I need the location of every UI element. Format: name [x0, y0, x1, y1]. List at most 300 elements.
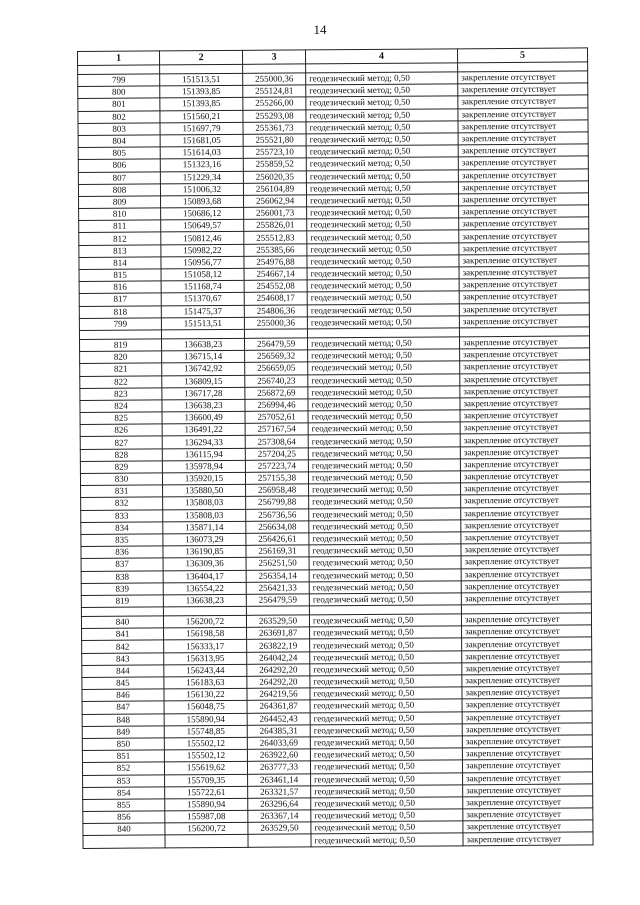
coordinate-y: 264452,43: [247, 712, 310, 725]
empty-cell: [248, 834, 311, 847]
method-cell: геодезический метод; 0,50: [310, 687, 462, 700]
point-number: 804: [78, 135, 160, 148]
coordinate-x: 156243,44: [164, 664, 247, 677]
fixing-cell: закрепление отсутствует: [462, 625, 592, 638]
coordinate-y: 256872,69: [245, 387, 308, 400]
table-body: [78, 62, 593, 848]
coordinate-x: 155748,85: [164, 725, 247, 738]
point-number: 815: [79, 269, 161, 282]
coordinate-x: 135978,94: [162, 460, 245, 473]
fixing-cell: закрепление отсутствует: [458, 144, 588, 157]
fixing-cell: закрепление отсутствует: [461, 592, 591, 605]
method-cell: геодезический метод; 0,50: [308, 337, 460, 350]
point-number: 846: [82, 689, 164, 702]
fixing-cell: закрепление отсутствует: [458, 107, 588, 120]
point-number: 840: [81, 616, 163, 629]
coordinate-x: 135808,03: [163, 509, 246, 522]
fixing-cell: закрепление отсутствует: [458, 83, 588, 96]
coordinate-y: 264385,31: [247, 725, 310, 738]
method-cell: геодезический метод; 0,50: [308, 410, 460, 423]
coordinate-x: 136491,22: [162, 424, 245, 437]
coordinate-x: 136638,23: [162, 338, 245, 351]
coordinate-y: 255859,52: [243, 158, 306, 171]
coordinate-x: 155722,61: [165, 786, 248, 799]
fixing-cell: закрепление отсутствует: [462, 710, 592, 723]
coordinate-x: 136190,85: [163, 545, 246, 558]
fixing-cell: закрепление отсутствует: [458, 181, 588, 194]
point-number: 806: [78, 159, 160, 172]
coordinate-x: 156313,95: [164, 652, 247, 665]
coordinate-y: 263529,50: [248, 822, 311, 835]
coordinate-y: 257308,64: [245, 435, 308, 448]
coordinate-x: 151323,16: [160, 159, 243, 172]
coordinate-y: 263296,64: [248, 798, 311, 811]
coordinate-x: 136554,22: [163, 582, 246, 595]
fixing-cell: закрепление отсутствует: [461, 482, 591, 495]
point-number: 838: [81, 570, 163, 583]
fixing-cell: закрепление отсутствует: [459, 254, 589, 267]
empty-cell: [243, 64, 306, 73]
point-number: 800: [78, 86, 160, 99]
method-cell: геодезический метод; 0,50: [306, 121, 458, 134]
method-cell: геодезический метод; 0,50: [308, 471, 460, 484]
fixing-cell: закрепление отсутствует: [462, 759, 592, 772]
coordinate-x: 150956,77: [161, 256, 244, 269]
fixing-cell: закрепление отсутствует: [460, 385, 590, 398]
coordinate-y: 256354,14: [246, 569, 309, 582]
coordinate-x: 151697,79: [160, 122, 243, 135]
fixing-cell: закрепление отсутствует: [461, 531, 591, 544]
fixing-cell: закрепление отсутствует: [459, 266, 589, 279]
method-cell: геодезический метод; 0,50: [307, 230, 459, 243]
point-number: 822: [80, 375, 162, 388]
fixing-cell: закрепление отсутствует: [459, 242, 589, 255]
coordinate-x: 151393,85: [160, 86, 243, 99]
fixing-cell: закрепление отсутствует: [461, 555, 591, 568]
fixing-cell: закрепление отсутствует: [462, 723, 592, 736]
coordinate-y: 255385,66: [244, 244, 307, 257]
method-cell: геодезический метод; 0,50: [308, 459, 460, 472]
fixing-cell: закрепление отсутствует: [460, 458, 590, 471]
method-cell: геодезический метод; 0,50: [311, 785, 463, 798]
fixing-cell: закрепление отсутствует: [458, 95, 588, 108]
method-cell: геодезический метод; 0,50: [306, 84, 458, 97]
coordinate-x: 151614,03: [160, 146, 243, 159]
method-cell: геодезический метод; 0,50: [311, 821, 463, 834]
page-number: 14: [313, 22, 327, 37]
fixing-cell: закрепление отсутствует: [461, 506, 591, 519]
point-number: 840: [83, 823, 165, 836]
point-number: 817: [79, 293, 161, 306]
header-col-2: 2: [160, 50, 243, 65]
point-number: 819: [80, 339, 162, 352]
method-cell: геодезический метод; 0,50: [306, 133, 458, 146]
method-cell: геодезический метод; 0,50: [310, 760, 462, 773]
coordinate-y: 264292,20: [247, 676, 310, 689]
coordinate-x: 155709,35: [165, 774, 248, 787]
coordinate-x: 136638,23: [162, 399, 245, 412]
method-cell: геодезический метод; 0,50: [307, 291, 459, 304]
coordinate-y: 257052,61: [245, 411, 308, 424]
coordinate-y: 263922,60: [247, 749, 310, 762]
coordinate-x: 136715,14: [162, 350, 245, 363]
coordinate-y: 254667,14: [244, 268, 307, 281]
coordinate-y: 264361,87: [247, 700, 310, 713]
coordinate-x: 151560,21: [160, 110, 243, 123]
header-col-1: 1: [78, 51, 160, 66]
coordinate-x: 136404,17: [163, 570, 246, 583]
method-cell: геодезический метод; 0,50: [310, 650, 462, 663]
point-number: 854: [83, 787, 165, 800]
coordinate-x: 155890,94: [165, 798, 248, 811]
method-cell: геодезический метод; 0,50: [308, 398, 460, 411]
method-cell: геодезический метод; 0,50: [309, 556, 461, 569]
coordinate-y: 254552,08: [244, 280, 307, 293]
fixing-cell: закрепление отсутствует: [460, 397, 590, 410]
coordinate-x: 135920,15: [162, 472, 245, 485]
method-cell: геодезический метод; 0,50: [307, 267, 459, 280]
fixing-cell: закрепление отсутствует: [460, 446, 590, 459]
method-cell: геодезический метод; 0,50: [311, 772, 463, 785]
coordinate-x: 151513,51: [160, 73, 243, 86]
fixing-cell: закрепление отсутствует: [461, 580, 591, 593]
coordinate-y: 256799,88: [246, 496, 309, 509]
empty-cell: [165, 835, 248, 848]
point-number: 814: [79, 257, 161, 270]
coordinate-x: 136294,33: [162, 436, 245, 449]
fixing-cell: закрепление отсутствует: [463, 771, 593, 784]
point-number: 811: [79, 220, 161, 233]
method-cell: геодезический метод; 0,50: [307, 242, 459, 255]
method-cell: геодезический метод; 0,50: [309, 593, 461, 606]
point-number: 829: [80, 461, 162, 474]
coordinate-y: 263529,50: [246, 615, 309, 628]
method-cell: геодезический метод; 0,50: [306, 169, 458, 182]
header-col-4: 4: [305, 49, 457, 64]
method-cell: геодезический метод; 0,50: [306, 182, 458, 195]
method-cell: геодезический метод; 0,50: [309, 495, 461, 508]
coordinate-y: 256740,23: [245, 374, 308, 387]
point-number: 832: [81, 497, 163, 510]
coordinate-y: 256659,05: [245, 362, 308, 375]
fixing-cell: закрепление отсутствует: [462, 686, 592, 699]
fixing-cell: закрепление отсутствует: [458, 71, 588, 84]
method-cell: геодезический метод; 0,50: [308, 422, 460, 435]
point-number: 818: [79, 305, 161, 318]
method-cell: геодезический метод; 0,50: [311, 809, 463, 822]
header-col-5: 5: [457, 48, 587, 63]
fixing-cell: закрепление отсутствует: [462, 662, 592, 675]
coordinate-y: 256104,89: [243, 183, 306, 196]
point-number: 802: [78, 110, 160, 123]
fixing-cell: закрепление отсутствует: [463, 796, 593, 809]
coordinate-y: 256426,61: [246, 533, 309, 546]
fixing-cell: закрепление отсутствует: [463, 784, 593, 797]
coordinate-y: 256994,46: [245, 399, 308, 412]
point-number: 823: [80, 388, 162, 401]
method-cell: геодезический метод; 0,50: [307, 279, 459, 292]
point-number: 830: [80, 473, 162, 486]
point-number: 824: [80, 400, 162, 413]
method-cell: геодезический метод; 0,50: [308, 446, 460, 459]
point-number: 799: [79, 318, 161, 331]
coordinate-y: 256736,56: [246, 508, 309, 521]
method-cell: геодезический метод; 0,50: [307, 206, 459, 219]
coordinate-y: 257167,54: [245, 423, 308, 436]
coordinate-x: 155502,12: [164, 737, 247, 750]
coordinate-y: 263367,14: [248, 810, 311, 823]
coordinate-x: 151513,51: [161, 317, 244, 330]
method-cell: геодезический метод; 0,50: [310, 736, 462, 749]
coordinate-x: 136073,29: [163, 533, 246, 546]
coordinate-y: 264042,24: [247, 652, 310, 665]
method-cell: геодезический метод; 0,50: [308, 349, 460, 362]
fixing-cell: закрепление отсутствует: [460, 336, 590, 349]
point-number: 842: [82, 640, 164, 653]
coordinate-x: 136309,36: [163, 558, 246, 571]
point-number: 847: [82, 701, 164, 714]
method-cell: геодезический метод; 0,50: [307, 316, 459, 329]
coordinate-x: 136742,92: [162, 363, 245, 376]
coordinate-y: 256169,31: [246, 545, 309, 558]
point-number: 828: [80, 449, 162, 462]
coordinate-y: 256020,35: [243, 170, 306, 183]
empty-cell: [246, 606, 309, 615]
point-number: 831: [81, 485, 163, 498]
method-cell: геодезический метод; 0,50: [308, 434, 460, 447]
point-number: 839: [81, 583, 163, 596]
coordinate-x: 151370,67: [161, 293, 244, 306]
coordinate-y: 256634,08: [246, 521, 309, 534]
method-cell: геодезический метод; 0,50: [309, 507, 461, 520]
fixing-cell: закрепление отсутствует: [461, 613, 591, 626]
coordinate-y: 255293,08: [243, 109, 306, 122]
fixing-cell: закрепление отсутствует: [462, 650, 592, 663]
method-cell: геодезический метод; 0,50: [311, 797, 463, 810]
point-number: 809: [79, 196, 161, 209]
method-cell: геодезический метод; 0,50: [309, 532, 461, 545]
coordinate-x: 135808,03: [163, 497, 246, 510]
coordinate-x: 156198,58: [164, 628, 247, 641]
point-number: 812: [79, 232, 161, 245]
coordinate-y: 255512,83: [244, 231, 307, 244]
coordinate-x: 151229,34: [160, 171, 243, 184]
fixing-cell: закрепление отсутствует: [460, 409, 590, 422]
coordinate-y: 264033,69: [247, 737, 310, 750]
point-number: 816: [79, 281, 161, 294]
point-number: 856: [83, 811, 165, 824]
point-number: 808: [78, 184, 160, 197]
point-number: 801: [78, 98, 160, 111]
coordinate-y: 255000,36: [243, 73, 306, 86]
fixing-cell: закрепление отсутствует: [461, 567, 591, 580]
coordinate-x: 156183,63: [164, 676, 247, 689]
coordinate-y: 256421,33: [246, 582, 309, 595]
method-cell: геодезический метод; 0,50: [309, 614, 461, 627]
coordinate-y: 256001,73: [244, 207, 307, 220]
method-cell: геодезический метод; 0,50: [309, 520, 461, 533]
point-number: 836: [81, 546, 163, 559]
point-number: 853: [83, 774, 165, 787]
fixing-cell: закрепление отсутствует: [459, 302, 589, 315]
coordinate-x: 136717,28: [162, 387, 245, 400]
point-number: 852: [82, 762, 164, 775]
coordinate-y: 263461,14: [248, 773, 311, 786]
point-number: 807: [78, 171, 160, 184]
coordinates-table: [77, 47, 594, 848]
coordinate-y: 256251,50: [246, 557, 309, 570]
fixing-cell: закрепление отсутствует: [462, 735, 592, 748]
fixing-cell: закрепление отсутствует: [461, 543, 591, 556]
coordinate-y: 264219,56: [247, 688, 310, 701]
point-number: 851: [82, 750, 164, 763]
coordinate-x: 151058,12: [161, 268, 244, 281]
point-number: 841: [82, 628, 164, 641]
coordinate-x: 155987,08: [165, 810, 248, 823]
method-cell: геодезический метод; 0,50: [308, 386, 460, 399]
method-cell: геодезический метод; 0,50: [310, 748, 462, 761]
method-cell: геодезический метод; 0,50: [307, 218, 459, 231]
method-cell: геодезический метод; 0,50: [306, 157, 458, 170]
coordinate-x: 155502,12: [164, 749, 247, 762]
coordinate-y: 263691,87: [247, 627, 310, 640]
point-number: 849: [82, 726, 164, 739]
method-cell: геодезический метод; 0,50: [307, 194, 459, 207]
fixing-cell: закрепление отсутствует: [459, 205, 589, 218]
fixing-cell: закрепление отсутствует: [463, 820, 593, 833]
fixing-cell: закрепление отсутствует: [463, 808, 593, 821]
point-number: 803: [78, 123, 160, 136]
point-number: 821: [80, 363, 162, 376]
method-cell: геодезический метод; 0,50: [306, 108, 458, 121]
coordinate-x: 156048,75: [164, 701, 247, 714]
coordinate-x: 150982,22: [161, 244, 244, 257]
fixing-cell: закрепление отсутствует: [459, 315, 589, 328]
coordinate-y: 256569,32: [245, 350, 308, 363]
coordinate-x: 150649,57: [161, 220, 244, 233]
coordinate-x: 155890,94: [164, 713, 247, 726]
coordinate-y: 264292,20: [247, 664, 310, 677]
fixing-cell: закрепление отсутствует: [461, 519, 591, 532]
fixing-cell: закрепление отсутствует: [458, 120, 588, 133]
method-cell: геодезический метод; 0,50: [308, 361, 460, 374]
fixing-cell: закрепление отсутствует: [458, 156, 588, 169]
fixing-cell: закрепление отсутствует: [459, 278, 589, 291]
coordinate-x: 156333,17: [164, 640, 247, 653]
method-cell: геодезический метод; 0,50: [307, 303, 459, 316]
coordinate-x: 136638,23: [163, 594, 246, 607]
point-number: 810: [79, 208, 161, 221]
coordinate-x: 151393,85: [160, 98, 243, 111]
coordinate-y: 256479,59: [246, 594, 309, 607]
fixing-cell: закрепление отсутствует: [460, 433, 590, 446]
coordinate-x: 151681,05: [160, 134, 243, 147]
method-cell: геодезический метод; 0,50: [310, 724, 462, 737]
fixing-cell: закрепление отсутствует: [460, 360, 590, 373]
fixing-cell: закрепление отсутствует: [460, 421, 590, 434]
coordinate-x: 155619,62: [164, 762, 247, 775]
coordinate-x: 135880,50: [163, 485, 246, 498]
coordinate-x: 151475,37: [161, 305, 244, 318]
method-cell: геодезический метод; 0,50: [310, 626, 462, 639]
coordinate-y: 256062,94: [244, 195, 307, 208]
method-cell: геодезический метод; 0,50: [308, 373, 460, 386]
method-cell: геодезический метод; 0,50: [311, 833, 463, 846]
coordinate-x: 150893,68: [161, 195, 244, 208]
point-number: 843: [82, 653, 164, 666]
method-cell: геодезический метод; 0,50: [309, 568, 461, 581]
coordinate-x: 136600,49: [162, 411, 245, 424]
coordinate-y: 254608,17: [244, 292, 307, 305]
coordinate-y: 255266,00: [243, 97, 306, 110]
fixing-cell: закрепление отсутствует: [462, 674, 592, 687]
fixing-cell: закрепление отсутствует: [461, 494, 591, 507]
fixing-cell: закрепление отсутствует: [460, 348, 590, 361]
fixing-cell: закрепление отсутствует: [460, 372, 590, 385]
coordinate-y: 263822,19: [247, 639, 310, 652]
coordinate-y: 255361,73: [243, 122, 306, 135]
coordinate-y: 263777,33: [247, 761, 310, 774]
coordinate-y: 257155,38: [245, 472, 308, 485]
coordinate-x: 156200,72: [165, 823, 248, 836]
fixing-cell: закрепление отсутствует: [459, 217, 589, 230]
fixing-cell: закрепление отсутствует: [458, 132, 588, 145]
method-cell: геодезический метод; 0,50: [309, 544, 461, 557]
fixing-cell: закрепление отсутствует: [462, 637, 592, 650]
point-number: 837: [81, 558, 163, 571]
fixing-cell: закрепление отсутствует: [463, 832, 593, 845]
method-cell: геодезический метод; 0,50: [306, 145, 458, 158]
coordinate-y: 254976,88: [244, 256, 307, 269]
coordinate-y: 255826,01: [244, 219, 307, 232]
empty-cell: [244, 329, 307, 338]
point-number: 819: [81, 595, 163, 608]
coordinate-y: 255521,80: [243, 134, 306, 147]
coordinate-x: 135871,14: [163, 521, 246, 534]
method-cell: геодезический метод; 0,50: [310, 638, 462, 651]
method-cell: геодезический метод; 0,50: [309, 483, 461, 496]
coordinate-y: 257204,25: [245, 448, 308, 461]
fixing-cell: закрепление отсутствует: [459, 290, 589, 303]
point-number: 848: [82, 713, 164, 726]
point-number: 845: [82, 677, 164, 690]
point-number: 813: [79, 245, 161, 258]
fixing-cell: закрепление отсутствует: [460, 470, 590, 483]
coordinate-x: 150686,12: [161, 207, 244, 220]
coordinate-y: 263321,57: [248, 786, 311, 799]
method-cell: геодезический метод; 0,50: [306, 96, 458, 109]
point-number: 833: [81, 509, 163, 522]
coordinate-x: 136115,94: [162, 448, 245, 461]
method-cell: геодезический метод; 0,50: [310, 699, 462, 712]
coordinate-y: 254806,36: [244, 304, 307, 317]
method-cell: геодезический метод; 0,50: [310, 675, 462, 688]
coordinate-x: 156200,72: [163, 615, 246, 628]
point-number: 799: [78, 74, 160, 87]
fixing-cell: закрепление отсутствует: [458, 168, 588, 181]
method-cell: геодезический метод; 0,50: [310, 711, 462, 724]
point-number: 855: [83, 799, 165, 812]
coordinate-y: 255124,81: [243, 85, 306, 98]
coordinate-x: 136809,15: [162, 375, 245, 388]
point-number: 826: [80, 424, 162, 437]
coordinate-y: 257223,74: [245, 460, 308, 473]
point-number: 827: [80, 436, 162, 449]
method-cell: геодезический метод; 0,50: [309, 581, 461, 594]
fixing-cell: закрепление отсутствует: [462, 747, 592, 760]
method-cell: геодезический метод; 0,50: [310, 663, 462, 676]
fixing-cell: закрепление отсутствует: [459, 229, 589, 242]
